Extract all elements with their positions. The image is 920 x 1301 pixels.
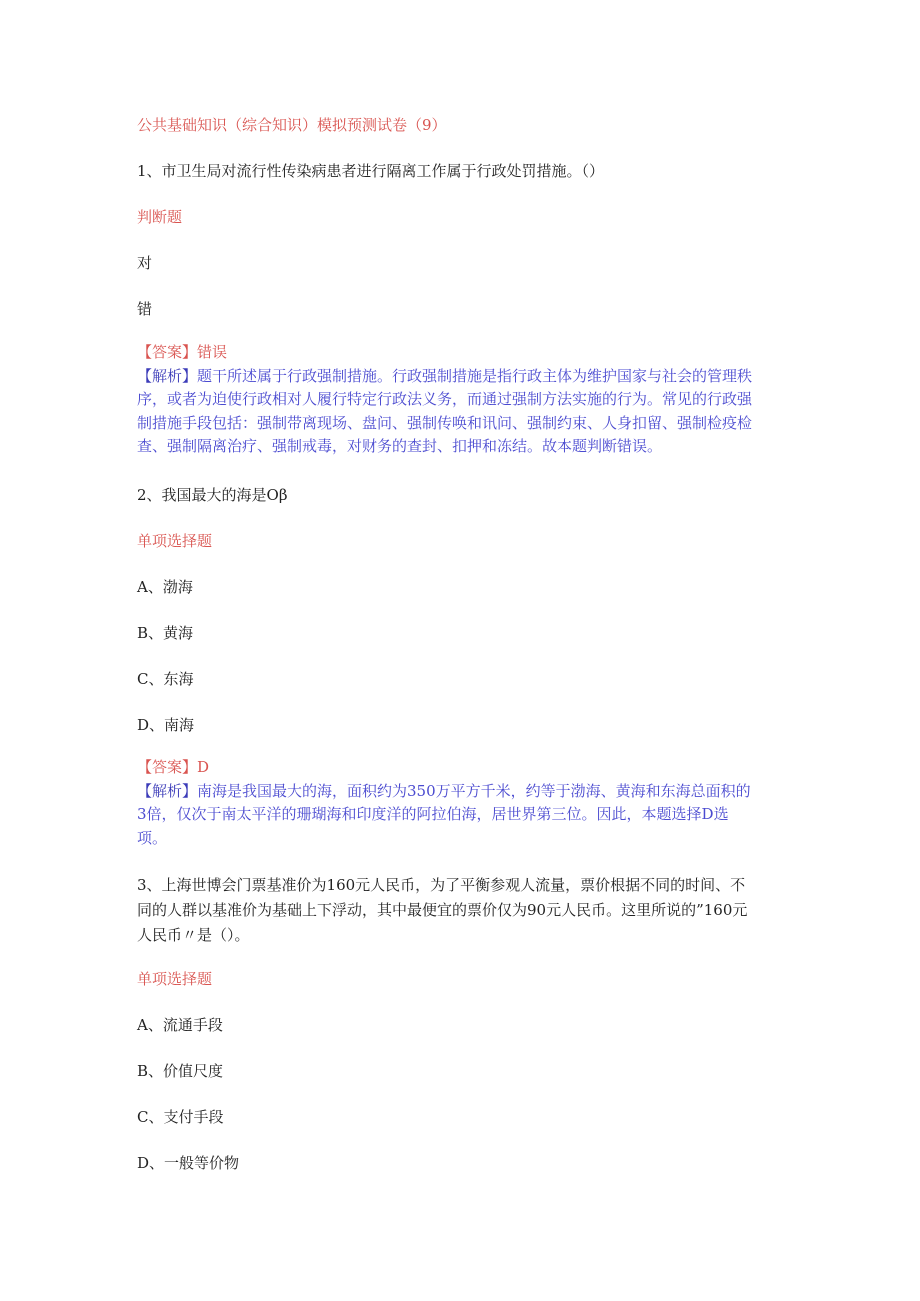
question-2-analysis-line-1 — [137, 780, 782, 804]
question-1-analysis-line-3: 制措施手段包括：强制带离现场、盘问、强制传唤和讯问、强制约束、人身扣留、强制检疫检 — [137, 413, 753, 432]
question-2-analysis-line-3: 项。 — [137, 828, 168, 847]
question-2-option-c: C、东海 — [137, 670, 194, 688]
question-3-type: 单项选择题 — [137, 970, 213, 988]
question-3-option-d: D、一般等价物 — [137, 1154, 240, 1172]
question-2-stem: 2、我国最大的海是Oβ — [137, 486, 288, 504]
question-3-stem-line-3: 人民币〃是（）。 — [137, 926, 250, 944]
question-2-type: 单项选择题 — [137, 532, 213, 550]
question-3-option-c: C、支付手段 — [137, 1108, 224, 1126]
question-3-option-a: A、流通手段 — [137, 1016, 223, 1034]
question-1-type: 判断题 — [137, 208, 183, 226]
answer-label: 【答案】 — [137, 343, 198, 361]
question-3-stem-line-1: 3、上海世博会门票基准价为160元人民币，为了平衡参观人流量，票价根据不同的时间、不 — [137, 876, 746, 894]
answer-value: D — [197, 758, 210, 776]
document-title: 公共基础知识（综合知识）模拟预测试卷（9） — [137, 116, 447, 134]
question-1-option-2: 错 — [137, 300, 153, 318]
question-1-answer — [137, 341, 782, 365]
question-2-option-a: A、渤海 — [137, 578, 193, 596]
answer-label: 【答案】 — [137, 758, 198, 776]
analysis-text: 题干所述属于行政强制措施。行政强制措施是指行政主体为维护国家与社会的管理秩 — [197, 366, 753, 385]
question-1-analysis-line-4: 查、强制隔离治疗、强制戒毒，对财务的查封、扣押和冻结。故本题判断错误。 — [137, 437, 663, 455]
question-1-stem: 1、市卫生局对流行性传染病患者进行隔离工作属于行政处罚措施。（） — [137, 162, 605, 180]
analysis-text: 南海是我国最大的海，面积约为350万平方千米，约等于渤海、黄海和东海总面积的 — [197, 781, 751, 800]
question-2-answer-block — [137, 756, 782, 850]
question-2-option-d: D、南海 — [137, 716, 195, 734]
question-1-option-1: 对 — [137, 254, 153, 272]
answer-value: 错误 — [197, 343, 228, 361]
question-3-stem-line-2: 同的人群以基准价为基础上下浮动，其中最便宜的票价仅为90元人民币。这里所说的”160元 — [137, 901, 748, 919]
question-2-answer — [137, 756, 782, 780]
question-2-analysis-line-2: 3倍，仅次于南太平洋的珊瑚海和印度洋的阿拉伯海，居世界第三位。因此，本题选择D选 — [137, 805, 729, 823]
analysis-label: 【解析】 — [137, 781, 198, 800]
question-1-analysis-line-2: 序，或者为迫使行政相对人履行特定行政法义务，而通过强制方法实施的行为。常见的行政强 — [137, 390, 753, 408]
question-3-option-b: B、价值尺度 — [137, 1062, 224, 1080]
question-2-option-b: B、黄海 — [137, 624, 194, 642]
question-1-answer-block — [137, 341, 782, 459]
analysis-label: 【解析】 — [137, 366, 198, 385]
question-1-analysis-line-1 — [137, 365, 782, 389]
